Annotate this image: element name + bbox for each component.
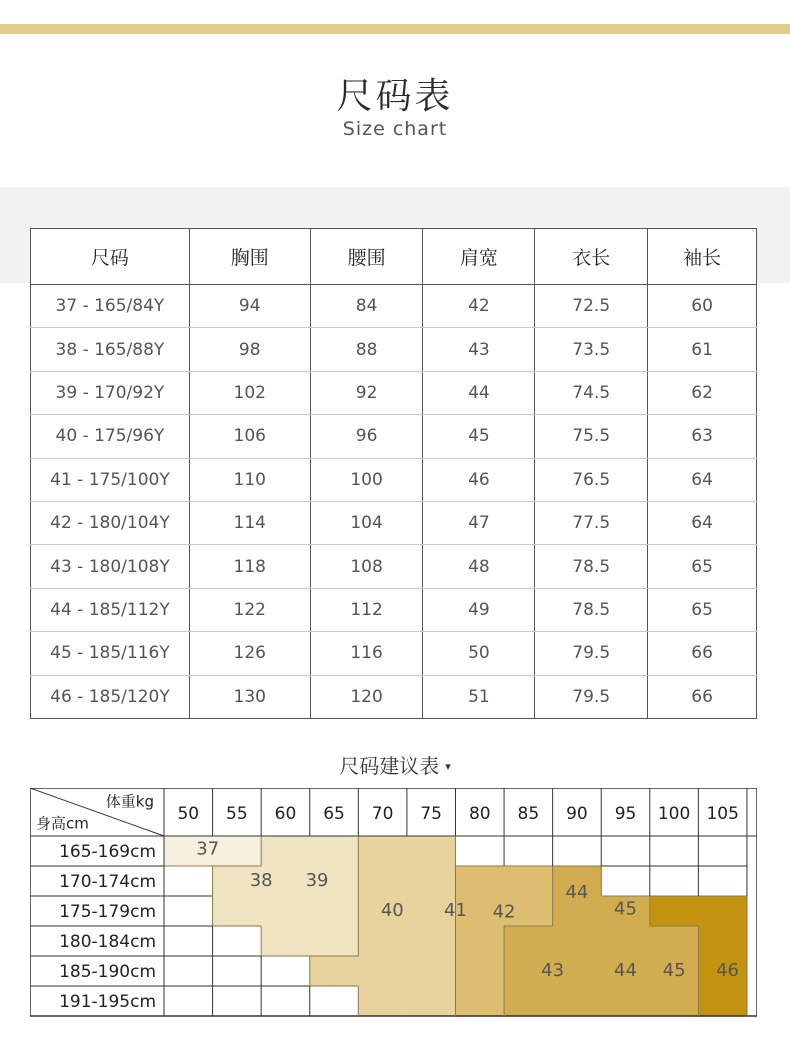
measure-cell: 64 bbox=[648, 501, 757, 544]
measure-cell: 62 bbox=[648, 371, 757, 414]
measure-cell: 76.5 bbox=[535, 458, 648, 501]
weight-header: 75 bbox=[420, 804, 443, 824]
size-zone-cell bbox=[455, 956, 504, 987]
size-zone-cell bbox=[650, 896, 699, 927]
weight-header: 80 bbox=[468, 804, 491, 824]
size-zone-cell bbox=[358, 956, 407, 987]
measure-cell: 88 bbox=[310, 328, 423, 371]
table-row bbox=[31, 328, 757, 371]
measure-cell: 120 bbox=[310, 675, 423, 718]
measure-cell: 118 bbox=[189, 545, 310, 588]
size-zone-cell bbox=[407, 956, 456, 987]
dropdown-arrow-icon: ▾ bbox=[445, 760, 451, 773]
table-row bbox=[31, 588, 757, 631]
size-zone-cell bbox=[650, 986, 699, 1017]
measure-cell: 75.5 bbox=[535, 415, 648, 458]
size-zone-cell bbox=[650, 926, 699, 957]
measure-cell: 112 bbox=[310, 588, 423, 631]
weight-header: 105 bbox=[706, 804, 739, 824]
size-zone-label: 44 bbox=[565, 882, 589, 903]
size-table-header-row bbox=[31, 229, 757, 285]
measure-cell: 92 bbox=[310, 371, 423, 414]
table-row bbox=[31, 501, 757, 544]
height-label: 191-195cm bbox=[59, 992, 156, 1012]
weight-header: 95 bbox=[614, 804, 637, 824]
table-row bbox=[31, 632, 757, 675]
measure-cell: 45 bbox=[423, 415, 535, 458]
weight-header: 60 bbox=[274, 804, 297, 824]
size-cell: 37 - 165/84Y bbox=[31, 285, 190, 328]
size-zone-label: 42 bbox=[492, 901, 516, 923]
measure-cell: 100 bbox=[310, 458, 423, 501]
measure-cell: 60 bbox=[648, 285, 757, 328]
table-row bbox=[31, 285, 757, 328]
measure-cell: 51 bbox=[423, 675, 535, 718]
size-zone-cell bbox=[504, 866, 553, 897]
measure-cell: 122 bbox=[189, 588, 310, 631]
measure-cell: 102 bbox=[189, 371, 310, 414]
size-zone-label: 40 bbox=[380, 900, 404, 921]
header-chest: 胸围 bbox=[189, 229, 310, 285]
measure-cell: 44 bbox=[423, 371, 535, 414]
size-zone-label: 45 bbox=[662, 960, 686, 981]
table-row bbox=[31, 458, 757, 501]
size-zone-cell bbox=[407, 866, 456, 897]
weight-header: 50 bbox=[177, 804, 200, 824]
size-zone-cell bbox=[553, 986, 602, 1017]
size-zone-cell bbox=[553, 926, 602, 957]
measure-cell: 104 bbox=[310, 501, 423, 544]
size-cell: 38 - 165/88Y bbox=[31, 328, 190, 371]
size-zone-cell bbox=[698, 986, 747, 1017]
header-shoulder: 肩宽 bbox=[423, 229, 535, 285]
height-label: 180-184cm bbox=[59, 932, 156, 952]
measure-cell: 65 bbox=[648, 588, 757, 631]
weight-header: 90 bbox=[566, 804, 588, 824]
measure-cell: 43 bbox=[423, 328, 535, 371]
size-zone-cell bbox=[213, 836, 262, 867]
size-zone-cell bbox=[698, 926, 747, 957]
size-zone-cell bbox=[261, 926, 310, 957]
measure-cell: 98 bbox=[189, 328, 310, 371]
measure-cell: 49 bbox=[423, 588, 535, 631]
corner-height-label: 身高cm bbox=[36, 814, 89, 833]
corner-weight-label: 体重kg bbox=[105, 792, 154, 811]
size-zone-cell bbox=[455, 986, 504, 1017]
size-zone-cell bbox=[407, 986, 456, 1017]
size-zone-cell bbox=[213, 896, 262, 927]
measure-cell: 94 bbox=[189, 285, 310, 328]
size-zone-cell bbox=[358, 986, 407, 1017]
measure-cell: 42 bbox=[423, 285, 535, 328]
measure-cell: 108 bbox=[310, 545, 423, 588]
size-cell: 42 - 180/104Y bbox=[31, 501, 190, 544]
weight-header: 100 bbox=[657, 804, 691, 824]
measure-cell: 84 bbox=[310, 285, 423, 328]
size-zone-cell bbox=[310, 926, 359, 957]
recommend-title-text: 尺码建议表 bbox=[339, 754, 440, 778]
measure-cell: 73.5 bbox=[535, 328, 648, 371]
height-label: 175-179cm bbox=[59, 902, 156, 922]
size-zone-cell bbox=[407, 926, 456, 957]
size-zone-cell bbox=[455, 866, 504, 897]
measure-cell: 66 bbox=[648, 632, 757, 675]
size-zone-cell bbox=[358, 866, 407, 897]
weight-header: 85 bbox=[517, 804, 540, 824]
size-zone-label: 46 bbox=[716, 960, 739, 981]
size-zone-cell bbox=[310, 956, 359, 987]
measure-cell: 61 bbox=[648, 328, 757, 371]
table-row bbox=[31, 545, 757, 588]
size-zone-cell bbox=[504, 926, 553, 957]
size-cell: 39 - 170/92Y bbox=[31, 371, 190, 414]
size-cell: 44 - 185/112Y bbox=[31, 588, 190, 631]
size-zone-cell bbox=[310, 896, 359, 927]
measure-cell: 66 bbox=[648, 675, 757, 718]
measure-cell: 48 bbox=[423, 545, 535, 588]
header-size: 尺码 bbox=[31, 229, 190, 285]
size-zone-cell bbox=[261, 836, 310, 867]
size-zone-label: 41 bbox=[444, 900, 467, 921]
size-zone-cell bbox=[310, 836, 359, 867]
size-zone-cell bbox=[504, 986, 553, 1017]
size-cell: 45 - 185/116Y bbox=[31, 632, 190, 675]
header-sleeve: 袖长 bbox=[648, 229, 757, 285]
measure-cell: 130 bbox=[189, 675, 310, 718]
size-cell: 40 - 175/96Y bbox=[31, 415, 190, 458]
size-zone-label: 43 bbox=[541, 960, 565, 981]
size-zone-cell bbox=[407, 836, 456, 867]
height-label: 165-169cm bbox=[59, 842, 156, 862]
measure-cell: 116 bbox=[310, 632, 423, 675]
measure-cell: 72.5 bbox=[535, 285, 648, 328]
size-recommend-grid bbox=[30, 788, 757, 1020]
size-zone-cell bbox=[601, 986, 650, 1017]
measure-cell: 78.5 bbox=[535, 588, 648, 631]
size-zone-cell bbox=[455, 926, 504, 957]
measure-cell: 74.5 bbox=[535, 371, 648, 414]
size-table bbox=[30, 228, 757, 719]
measure-cell: 64 bbox=[648, 458, 757, 501]
top-accent-bar bbox=[0, 24, 790, 34]
measure-cell: 77.5 bbox=[535, 501, 648, 544]
size-cell: 46 - 185/120Y bbox=[31, 675, 190, 718]
size-zone-label: 45 bbox=[614, 898, 637, 920]
weight-header: 70 bbox=[371, 804, 394, 824]
size-zone-cell bbox=[601, 926, 650, 957]
header-waist: 腰围 bbox=[310, 229, 423, 285]
measure-cell: 50 bbox=[423, 632, 535, 675]
size-zone-label: 44 bbox=[614, 960, 637, 981]
recommend-title bbox=[0, 750, 790, 779]
weight-header: 55 bbox=[226, 804, 248, 824]
height-label: 185-190cm bbox=[59, 962, 156, 982]
measure-cell: 65 bbox=[648, 545, 757, 588]
weight-header: 65 bbox=[323, 804, 345, 824]
measure-cell: 78.5 bbox=[535, 545, 648, 588]
size-cell: 41 - 175/100Y bbox=[31, 458, 190, 501]
header-length: 衣长 bbox=[535, 229, 648, 285]
size-cell: 43 - 180/108Y bbox=[31, 545, 190, 588]
measure-cell: 126 bbox=[189, 632, 310, 675]
measure-cell: 110 bbox=[189, 458, 310, 501]
size-zone-cell bbox=[358, 926, 407, 957]
measure-cell: 96 bbox=[310, 415, 423, 458]
measure-cell: 46 bbox=[423, 458, 535, 501]
size-zone-label: 38 bbox=[249, 870, 273, 891]
measure-cell: 63 bbox=[648, 415, 757, 458]
measure-cell: 114 bbox=[189, 501, 310, 544]
measure-cell: 47 bbox=[423, 501, 535, 544]
table-row bbox=[31, 675, 757, 718]
measure-cell: 79.5 bbox=[535, 675, 648, 718]
table-row bbox=[31, 371, 757, 414]
page-subtitle: Size chart bbox=[342, 118, 448, 140]
table-row bbox=[31, 415, 757, 458]
height-label: 170-174cm bbox=[59, 872, 156, 892]
measure-cell: 79.5 bbox=[535, 632, 648, 675]
measure-cell: 106 bbox=[189, 415, 310, 458]
size-zone-cell bbox=[698, 896, 747, 927]
size-zone-cell bbox=[261, 896, 310, 927]
page-title: 尺码表 bbox=[336, 76, 454, 117]
size-zone-cell bbox=[358, 836, 407, 867]
size-zone-label: 39 bbox=[305, 870, 329, 891]
size-zone-label: 37 bbox=[196, 838, 220, 860]
